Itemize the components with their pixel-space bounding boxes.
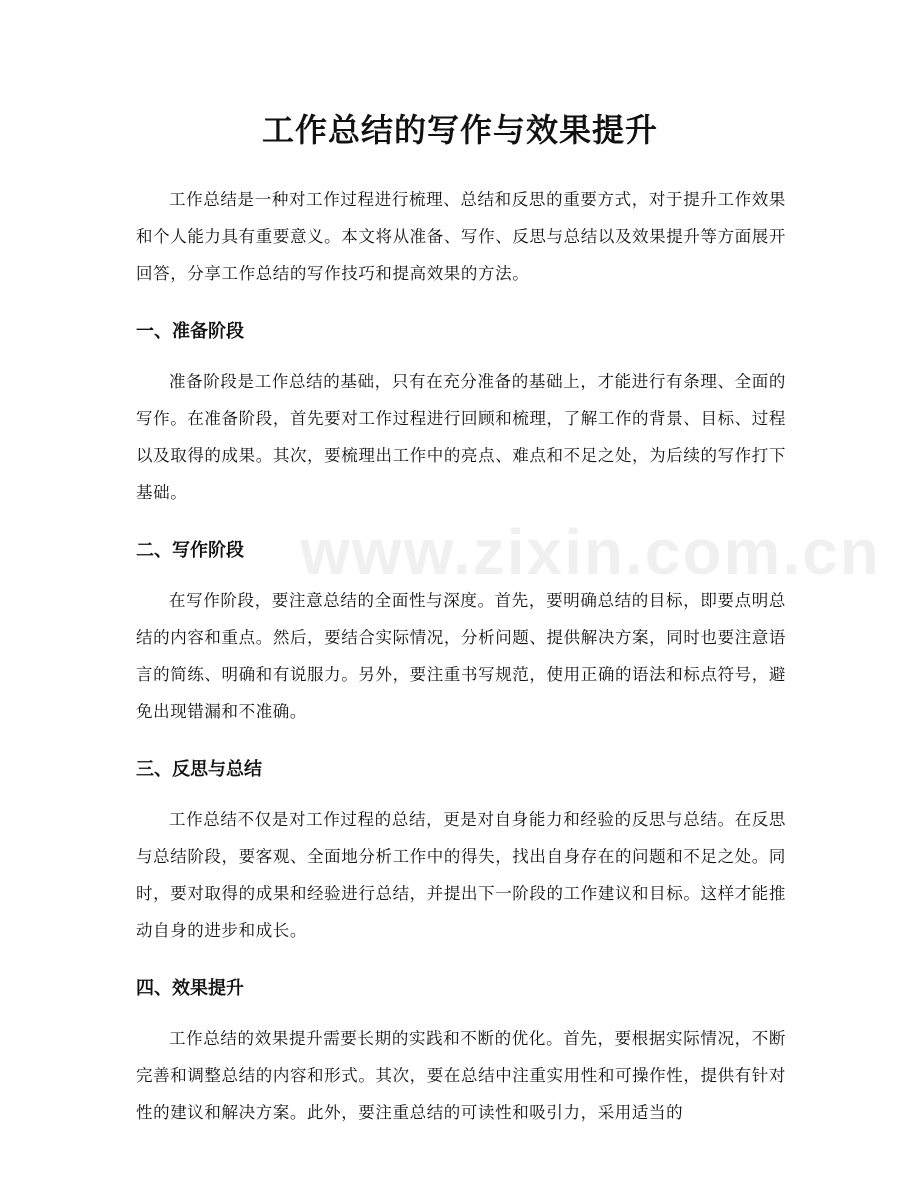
section-heading-preparation: 一、准备阶段 — [136, 321, 244, 342]
watermark: www.zixin.com.cn — [300, 516, 881, 588]
document-title: 工作总结的写作与效果提升 — [261, 111, 658, 149]
section-heading-improvement: 四、效果提升 — [136, 978, 244, 999]
section-body-improvement: 工作总结的效果提升需要长期的实践和不断的优化。首先，要根据实际情况，不断完善和调整总结的内容和形式。其次，要在总结中注重实用性和可操作性，提供有针对性的建议和解决方案。此外，要注重总结的可读性和吸引力，采用适当的 — [136, 1029, 786, 1122]
section-heading-writing: 二、写作阶段 — [136, 540, 244, 561]
intro-paragraph: 工作总结是一种对工作过程进行梳理、总结和反思的重要方式，对于提升工作效果和个人能力具有重要意义。本文将从准备、写作、反思与总结以及效果提升等方面展开回答，分享工作总结的写作技巧和提高效果的方法。 — [136, 190, 786, 283]
section-body-preparation: 准备阶段是工作总结的基础，只有在充分准备的基础上，才能进行有条理、全面的写作。在准备阶段，首先要对工作过程进行回顾和梳理，了解工作的背景、目标、过程以及取得的成果。其次，要梳理出工作中的亮点、难点和不足之处，为后续的写作打下基础。 — [136, 372, 786, 502]
section-body-reflection: 工作总结不仅是对工作过程的总结，更是对自身能力和经验的反思与总结。在反思与总结阶段，要客观、全面地分析工作中的得失，找出自身存在的问题和不足之处。同时，要对取得的成果和经验进行总结，并提出下一阶段的工作建议和目标。这样才能推动自身的进步和成长。 — [136, 810, 786, 940]
section-heading-reflection: 三、反思与总结 — [136, 759, 262, 780]
section-body-writing: 在写作阶段，要注意总结的全面性与深度。首先，要明确总结的目标，即要点明总结的内容和重点。然后，要结合实际情况，分析问题、提供解决方案，同时也要注意语言的简练、明确和有说服力。另外，要注重书写规范，使用正确的语法和标点符号，避免出现错漏和不准确。 — [136, 591, 786, 721]
document-body — [136, 181, 786, 1131]
